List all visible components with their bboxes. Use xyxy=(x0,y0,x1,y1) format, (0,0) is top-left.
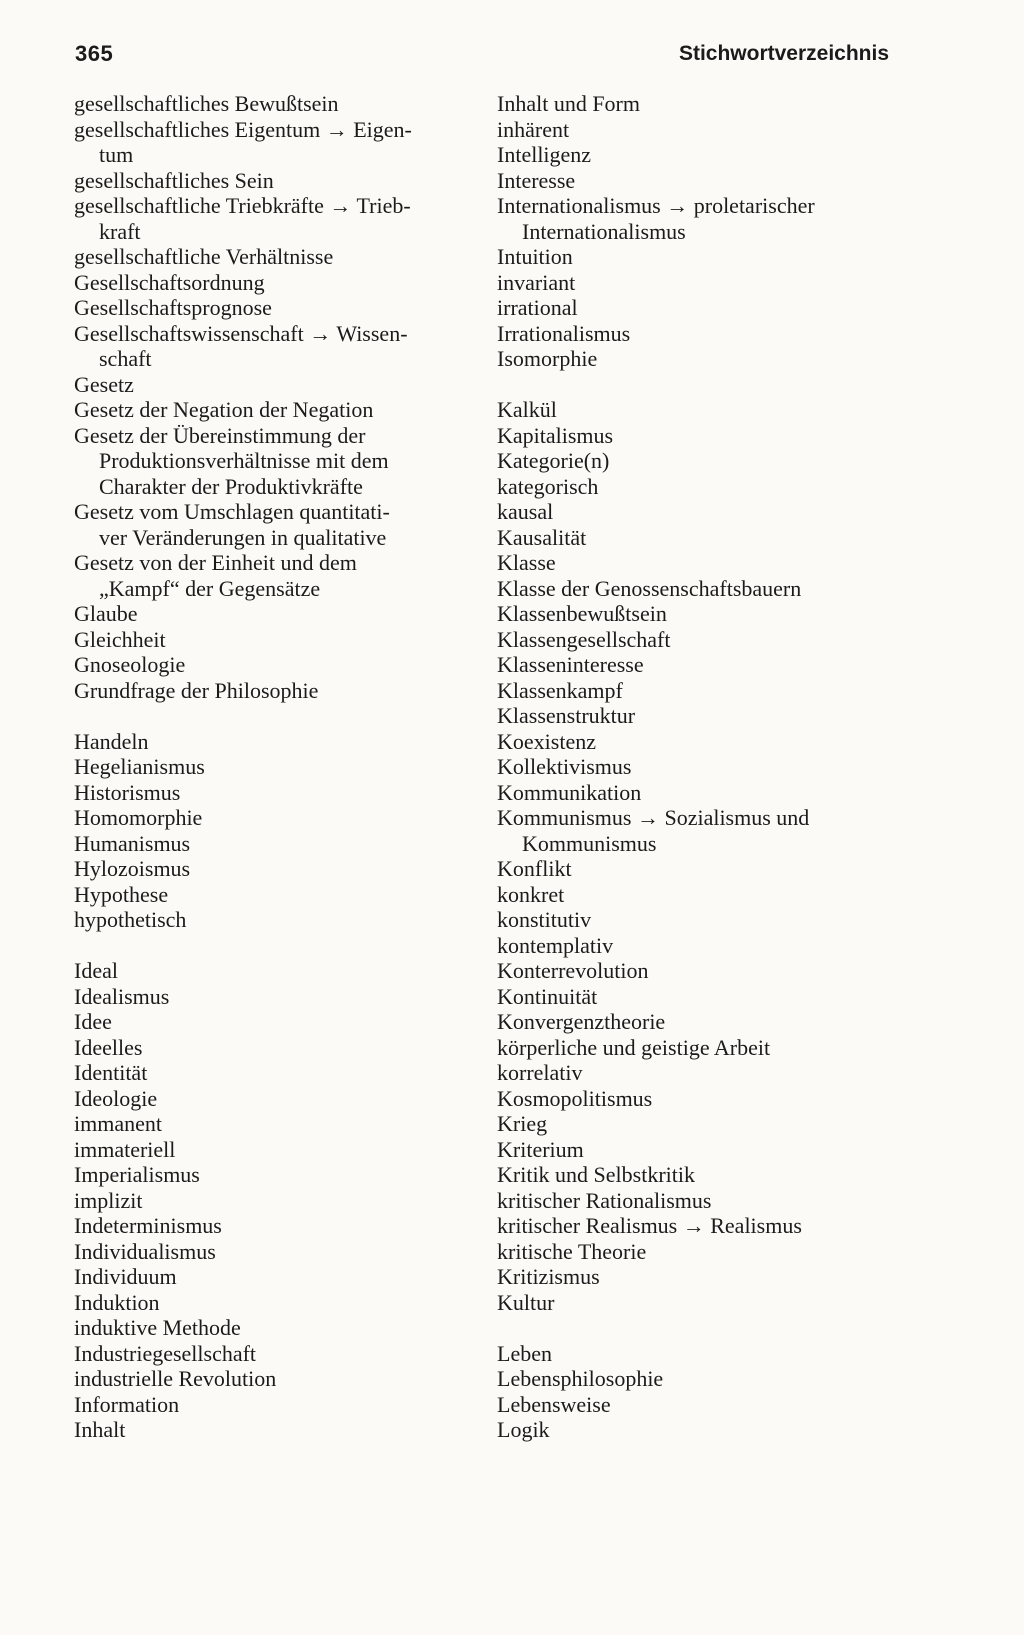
index-entry: Logik xyxy=(497,1417,550,1442)
index-entry: Kontinuität xyxy=(497,983,598,1009)
index-entry: immanent xyxy=(74,1111,162,1136)
index-entry: Gnoseologie xyxy=(74,652,186,677)
index-entry: körperliche und geistige Arbeit xyxy=(497,1034,771,1060)
running-head: Stichwortverzeichnis xyxy=(678,42,889,65)
index-column-left xyxy=(74,91,474,1443)
index-entry: kritische Theorie xyxy=(497,1238,647,1264)
index-entry: Konvergenztheorie xyxy=(497,1009,666,1034)
index-entry: Kategorie(n) xyxy=(497,448,610,473)
index-entry: inhärent xyxy=(497,116,570,142)
index-entry: industrielle Revolution xyxy=(74,1366,277,1391)
index-entry-continuation: Kommunismus xyxy=(522,830,657,856)
index-entry-continuation: „Kampf“ der Gegensätze xyxy=(99,575,321,601)
index-entry: Ideal xyxy=(74,958,118,983)
index-entry: implizit xyxy=(74,1187,143,1213)
section-gap xyxy=(497,372,887,398)
index-entry: immateriell xyxy=(74,1136,176,1162)
index-entry: Hylozoismus xyxy=(74,856,191,881)
index-entry: Klassenkampf xyxy=(497,677,623,703)
index-entry: korrelativ xyxy=(497,1060,583,1085)
index-entry: Ideologie xyxy=(74,1085,158,1111)
index-entry: Idealismus xyxy=(74,983,170,1009)
index-entry: Individuum xyxy=(74,1264,177,1289)
index-entry: Gesetz der Übereinstimmung der xyxy=(74,422,366,448)
section-gap xyxy=(74,703,474,729)
index-entry: Krieg xyxy=(497,1111,548,1136)
index-entry: Kalkül xyxy=(497,397,557,422)
index-entry: Kausalität xyxy=(497,524,587,550)
index-entry: Kultur xyxy=(497,1289,555,1315)
index-entry: Kosmopolitismus xyxy=(497,1085,653,1111)
index-entry: Klassenstruktur xyxy=(497,703,636,728)
index-entry: Intuition xyxy=(497,244,573,269)
index-entry: Konterrevolution xyxy=(497,958,649,983)
index-entry: Idee xyxy=(74,1009,112,1034)
index-entry: Kapitalismus xyxy=(497,422,614,448)
index-entry: induktive Methode xyxy=(74,1315,241,1340)
index-entry: Grundfrage der Philosophie xyxy=(74,677,319,703)
index-entry: Kommunikation xyxy=(497,779,642,805)
index-entry: Gesetz xyxy=(74,371,134,397)
index-entry-continuation: Charakter der Produktivkräfte xyxy=(99,473,363,499)
index-entry-continuation: Internationalismus xyxy=(522,218,686,244)
index-entry: konstitutiv xyxy=(497,907,592,932)
index-entry: Leben xyxy=(497,1340,552,1366)
section-gap xyxy=(497,1315,887,1341)
index-entry: Indeterminismus xyxy=(74,1213,222,1238)
index-entry: Koexistenz xyxy=(497,728,596,754)
index-entry: Gleichheit xyxy=(74,626,166,652)
index-entry: Gesellschaftsprognose xyxy=(74,295,272,320)
index-entry: Konflikt xyxy=(497,856,572,881)
index-entry: Kriterium xyxy=(497,1136,584,1162)
index-entry: gesellschaftliches Sein xyxy=(74,167,274,193)
index-entry: Klassenbewußtsein xyxy=(497,601,667,626)
index-entry: Klasseninteresse xyxy=(497,652,644,677)
index-entry: invariant xyxy=(497,269,576,295)
index-entry: kritischer Realismus → Realismus xyxy=(497,1213,802,1238)
index-entry: Induktion xyxy=(74,1289,160,1315)
index-entry: Klassengesellschaft xyxy=(497,626,671,652)
index-entry: kausal xyxy=(497,499,554,524)
index-entry: kritischer Rationalismus xyxy=(497,1187,712,1213)
index-entry: Gesetz vom Umschlagen quantitati- xyxy=(74,499,390,524)
index-entry: gesellschaftliches Bewußtsein xyxy=(74,91,339,116)
index-entry: Inhalt und Form xyxy=(497,91,640,116)
index-entry: Gesellschaftswissenschaft → Wissen- xyxy=(74,320,408,346)
index-entry: gesellschaftliche Triebkräfte → Trieb- xyxy=(74,193,411,218)
index-entry: Glaube xyxy=(74,601,138,626)
index-entry: Humanismus xyxy=(74,830,191,856)
index-entry: konkret xyxy=(497,881,565,907)
index-entry: Internationalismus → proletarischer xyxy=(497,193,815,218)
index-entry: gesellschaftliches Eigentum → Eigen- xyxy=(74,116,412,142)
index-entry: Handeln xyxy=(74,728,149,754)
index-entry: Hegelianismus xyxy=(74,754,205,779)
index-entry-continuation: tum xyxy=(99,142,134,167)
index-entry: Inhalt xyxy=(74,1417,126,1442)
index-entry: Interesse xyxy=(497,167,576,193)
index-entry: Kommunismus → Sozialismus und xyxy=(497,805,810,830)
index-entry: Gesetz von der Einheit und dem xyxy=(74,550,357,575)
index-entry-continuation: ver Veränderungen in qualitative xyxy=(99,524,387,550)
index-entry: Information xyxy=(74,1391,180,1417)
index-entry: Individualismus xyxy=(74,1238,216,1264)
index-entry: kategorisch xyxy=(497,473,599,499)
index-entry: irrational xyxy=(497,295,578,320)
index-entry: Lebensweise xyxy=(497,1391,611,1417)
index-entry: Homomorphie xyxy=(74,805,203,830)
index-entry: Ideelles xyxy=(74,1034,143,1060)
index-entry: hypothetisch xyxy=(74,907,187,932)
index-entry: gesellschaftliche Verhältnisse xyxy=(74,244,334,269)
index-entry: Kritik und Selbstkritik xyxy=(497,1162,695,1187)
index-entry: Gesellschaftsordnung xyxy=(74,269,265,295)
index-entry: Intelligenz xyxy=(497,142,592,167)
index-entry: Kritizismus xyxy=(497,1264,600,1289)
index-entry: Lebensphilosophie xyxy=(497,1366,664,1391)
section-gap xyxy=(74,933,474,959)
index-entry-continuation: schaft xyxy=(99,346,152,371)
index-entry: Klasse xyxy=(497,550,556,575)
index-entry: kontemplativ xyxy=(497,932,614,958)
index-column-right xyxy=(497,91,887,1443)
index-entry: Hypothese xyxy=(74,881,169,907)
index-entry-continuation: Produktionsverhältnisse mit dem xyxy=(99,448,389,473)
index-entry: Kollektivismus xyxy=(497,754,632,779)
index-entry: Historismus xyxy=(74,779,181,805)
index-entry: Industriegesellschaft xyxy=(74,1340,257,1366)
index-entry: Identität xyxy=(74,1060,148,1085)
index-entry: Isomorphie xyxy=(497,346,598,371)
page-number: 365 xyxy=(75,41,114,66)
index-entry: Imperialismus xyxy=(74,1162,200,1187)
index-entry: Gesetz der Negation der Negation xyxy=(74,397,374,422)
index-entry-continuation: kraft xyxy=(99,218,141,244)
index-entry: Irrationalismus xyxy=(497,320,631,346)
index-entry: Klasse der Genossenschaftsbauern xyxy=(497,575,802,601)
